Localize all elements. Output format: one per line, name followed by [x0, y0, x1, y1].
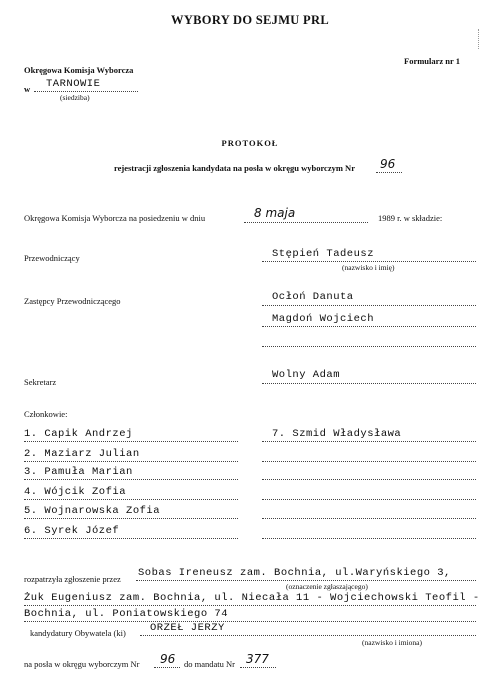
submission-line-2: Żuk Eugeniusz zam. Bochnia, ul. Niecała 11 - Wojciechowski Teofil - — [24, 592, 480, 604]
footer-mandate-label: do mandatu Nr — [184, 659, 235, 669]
submission-underline-1 — [136, 580, 476, 581]
candidate-label: kandydatury Obywatela (ki) — [30, 628, 126, 638]
chair-label: Przewodniczący — [24, 253, 80, 263]
member-7: 7. Szmid Władysława — [272, 428, 402, 440]
session-intro: Okręgowa Komisja Wyborcza na posiedzeniu w dniu — [24, 213, 206, 223]
submission-intro: rozpatrzyła zgłoszenie przez — [24, 574, 121, 584]
deputy-value-1: Ocłoń Danuta — [272, 291, 354, 303]
submission-underline-2 — [24, 605, 476, 606]
session-year: 1989 r. w składzie: — [378, 213, 443, 223]
member-3: 3. Pamuła Marian — [24, 466, 133, 478]
footer-mandate-value: 377 — [246, 652, 269, 666]
member-line-7 — [262, 441, 476, 442]
margin-mark — [478, 29, 480, 49]
protocol-district-nr: 96 — [380, 157, 396, 171]
submission-line-1: Sobas Ireneusz zam. Bochnia, ul.Waryńskiego 3, — [138, 567, 451, 579]
footer-district-line — [154, 667, 180, 668]
session-date: 8 maja — [254, 206, 296, 220]
member-line-10 — [262, 499, 476, 500]
deputy-line-1 — [262, 305, 476, 306]
member-1: 1. Capik Andrzej — [24, 428, 133, 440]
member-line-12 — [262, 538, 476, 539]
footer-district-value: 96 — [160, 652, 176, 666]
form-number: Formularz nr 1 — [404, 56, 461, 66]
member-2: 2. Maziarz Julian — [24, 448, 140, 460]
protocol-subtitle: rejestracji zgłoszenia kandydata na posła w okręgu wyborczym Nr — [114, 163, 355, 173]
footer-mandate-line — [240, 667, 276, 668]
protocol-title: PROTOKOŁ — [221, 138, 279, 148]
member-line-2 — [24, 461, 238, 462]
chair-value: Stępień Tadeusz — [272, 248, 375, 260]
member-line-9 — [262, 479, 476, 480]
secretary-line — [262, 383, 476, 384]
secretary-label: Sekretarz — [24, 377, 57, 387]
session-date-line — [244, 222, 368, 223]
member-line-5 — [24, 518, 238, 519]
w-label: w — [24, 84, 31, 94]
submission-underline-3 — [24, 621, 476, 622]
submission-line-3: Bochnia, ul. Poniatowskiego 74 — [24, 608, 229, 620]
candidate-line — [140, 635, 476, 636]
protocol-district-line — [376, 172, 402, 173]
member-line-1 — [24, 441, 238, 442]
members-label: Członkowie: — [24, 409, 68, 419]
chair-caption: (nazwisko i imię) — [342, 263, 395, 272]
submission-caption: (oznaczenie zgłaszającego) — [286, 582, 368, 591]
seat-caption: (siedziba) — [60, 93, 90, 102]
seat-line — [34, 91, 138, 92]
secretary-value: Wolny Adam — [272, 369, 341, 381]
member-line-6 — [24, 538, 238, 539]
chair-line — [262, 261, 476, 262]
deputy-line-3 — [262, 346, 476, 347]
member-6: 6. Syrek Józef — [24, 525, 120, 537]
member-line-4 — [24, 499, 238, 500]
deputy-line-2 — [262, 326, 476, 327]
member-4: 4. Wójcik Zofia — [24, 486, 127, 498]
member-5: 5. Wojnarowska Zofia — [24, 505, 161, 517]
deputy-value-2: Magdoń Wojciech — [272, 313, 375, 325]
member-line-8 — [262, 461, 476, 462]
seat-value: TARNOWIE — [46, 78, 101, 90]
deputy-label: Zastępcy Przewodniczącego — [24, 296, 121, 306]
commission-label: Okręgowa Komisja Wyborcza — [24, 65, 134, 75]
candidate-value: ORZEŁ JERZY — [150, 622, 225, 634]
member-line-3 — [24, 479, 238, 480]
member-line-11 — [262, 518, 476, 519]
footer-district-label: na posła w okręgu wyborczym Nr — [24, 659, 140, 669]
form-title: WYBORY DO SEJMU PRL — [171, 13, 329, 27]
candidate-caption: (nazwisko i imiona) — [362, 638, 422, 647]
